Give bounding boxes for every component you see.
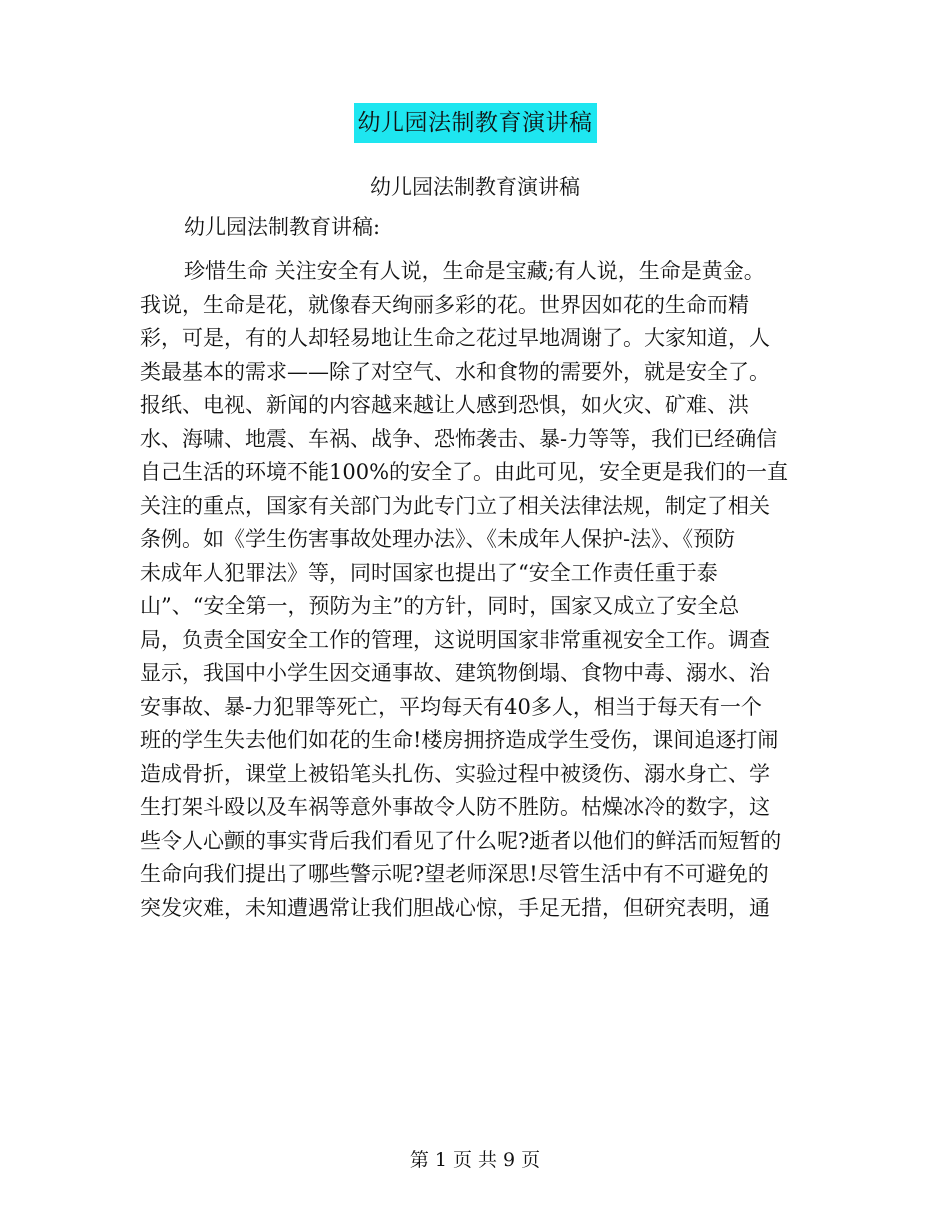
body-line: 造成骨折，课堂上被铅笔头扎伤、实验过程中被烫伤、溺水身亡、学 bbox=[140, 761, 770, 786]
body-line: 显示，我国中小学生因交通事故、建筑物倒塌、食物中毒、溺水、治 bbox=[140, 661, 770, 685]
body-line: 我说，生命是花，就像春天绚丽多彩的花。世界因如花的生命而精 bbox=[140, 292, 749, 317]
body-line: 条例。如《学生伤害事故处理办法》、《未成年人保护-法》、《预防 bbox=[140, 527, 736, 551]
body-line: 彩，可是，有的人却轻易地让生命之花过早地凋谢了。大家知道，人 bbox=[140, 326, 770, 350]
body-line: 未成年人犯罪法》等，同时国家也提出了“安全工作责任重于泰 bbox=[140, 560, 718, 585]
body-line: 些令人心颤的事实背后我们看见了什么呢?逝者以他们的鲜活而短暂的 bbox=[140, 828, 782, 853]
body-line: 水、海啸、地震、车祸、战争、恐怖袭击、暴-力等等，我们已经确信 bbox=[140, 426, 778, 451]
body-line: 生打架斗殴以及车祸等意外事故令人防不胜防。枯燥冰冷的数字，这 bbox=[140, 795, 770, 819]
body-line: 山”、“安全第一，预防为主”的方针，同时，国家又成立了安全总 bbox=[140, 594, 740, 618]
body-line: 关注的重点，国家有关部门为此专门立了相关法律法规，制定了相关 bbox=[140, 493, 770, 518]
page-footer: 第 1 页 共 9 页 bbox=[409, 1149, 541, 1171]
body-line: 生命向我们提出了哪些警示呢?望老师深思!尽管生活中有不可避免的 bbox=[140, 862, 769, 886]
body-line: 安事故、暴-力犯罪等死亡，平均每天有40多人，相当于每天有一个 bbox=[140, 694, 762, 719]
body-line: 珍惜生命 关注安全有人说，生命是宝藏;有人说，生命是黄金。 bbox=[184, 259, 765, 283]
document-title: 幼儿园法制教育演讲稿 bbox=[354, 103, 597, 143]
document-title-wrapper bbox=[0, 103, 950, 143]
body-line: 局，负责全国安全工作的管理，这说明国家非常重视安全工作。调查 bbox=[140, 627, 770, 652]
body-line: 突发灾难，未知遭遇常让我们胆战心惊，手足无措，但研究表明，通 bbox=[140, 895, 770, 920]
body-line: 自己生活的环境不能100%的安全了。由此可见，安全更是我们的一直 bbox=[140, 460, 789, 484]
document-subtitle: 幼儿园法制教育演讲稿 bbox=[370, 175, 580, 199]
intro-line: 幼儿园法制教育讲稿: bbox=[184, 215, 381, 239]
body-line: 报纸、电视、新闻的内容越来越让人感到恐惧，如火灾、矿难、洪 bbox=[140, 393, 749, 417]
body-line: 班的学生失去他们如花的生命!楼房拥挤造成学生受伤，课间追逐打闹 bbox=[140, 728, 779, 752]
body-line: 类最基本的需求——除了对空气、水和食物的需要外，就是安全了。 bbox=[140, 359, 770, 384]
body-text bbox=[140, 255, 810, 925]
